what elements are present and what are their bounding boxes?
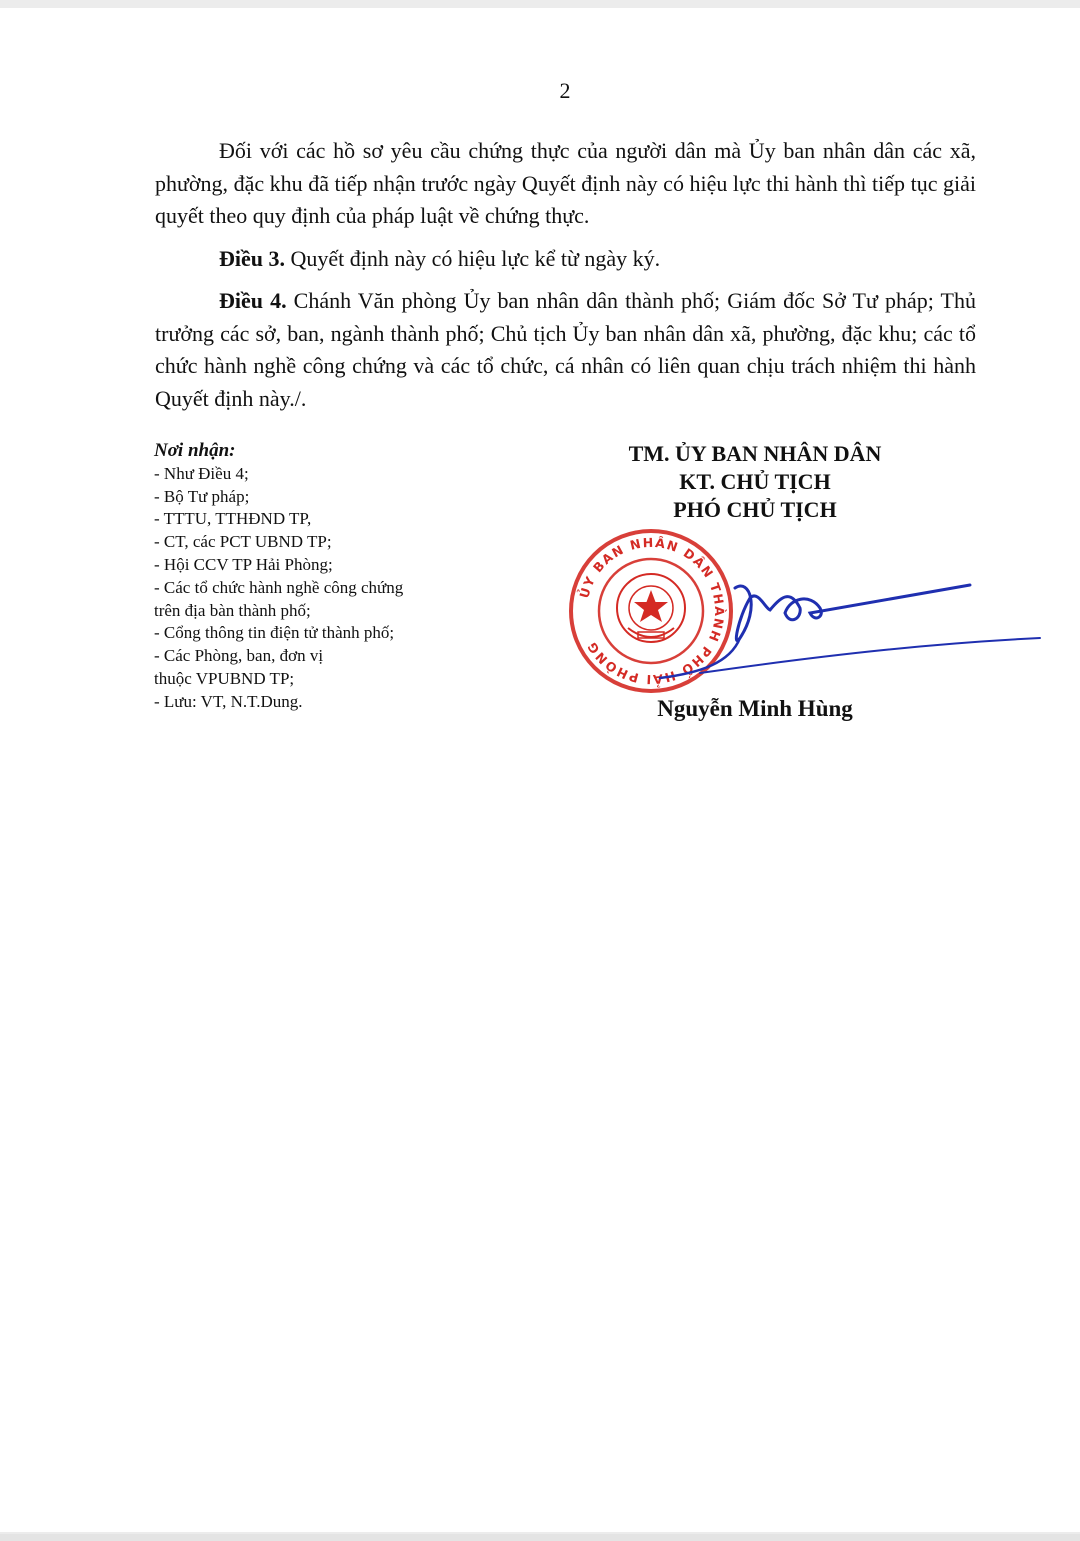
recipient-item: - Hội CCV TP Hải Phòng; bbox=[154, 554, 333, 574]
recipients-title: Nơi nhận: bbox=[154, 440, 236, 461]
svg-text:ỦY BAN NHÂN DÂN THÀNH PHỐ HẢI: ỦY BAN NHÂN DÂN THÀNH PHỐ HẢI PHÒNG bbox=[576, 534, 728, 688]
recipient-item: - CT, các PCT UBND TP; bbox=[154, 532, 332, 552]
document-page bbox=[0, 8, 1080, 1532]
viewer-bottom-bar bbox=[0, 1534, 1080, 1541]
paragraph-article-3 bbox=[155, 243, 976, 276]
handwritten-signature-icon bbox=[640, 568, 1060, 698]
recipient-item: - Lưu: VT, N.T.Dung. bbox=[154, 691, 303, 711]
recipient-item: - Như Điều 4; bbox=[154, 463, 249, 483]
recipient-item: - Bộ Tư pháp; bbox=[154, 486, 250, 506]
recipient-item: - Cổng thông tin điện tử thành phố; bbox=[154, 623, 395, 643]
article-4-label: Điều 4. bbox=[219, 288, 287, 313]
recipient-item: - Các Phòng, ban, đơn vị thuộc VPUBND TP; bbox=[154, 646, 324, 688]
signature-title-line-1: TM. ỦY BAN NHÂN DÂN bbox=[628, 441, 882, 466]
article-3-label: Điều 3. bbox=[219, 245, 285, 271]
recipient-item: - TTTU, TTHĐND TP, bbox=[154, 509, 312, 529]
signature-title-line-2: KT. CHỦ TỊCH bbox=[679, 469, 831, 494]
article-4-text: Chánh Văn phòng Ủy ban nhân dân thành phố; Giám đốc Sở Tư pháp; Thủ trưởng các sở, ban, ngành thành phố; Chủ tịch Ủy ban nhân dân xã, phường, đặc khu; các tổ chức hành nghề công chứng và các tổ chức, cá nhân có liên quan chịu trách nhiệm thi hành Quyết định này./. bbox=[155, 288, 976, 411]
recipients-block bbox=[154, 440, 484, 714]
article-3-text: Quyết định này có hiệu lực kể từ ngày ký. bbox=[285, 245, 661, 271]
signature-title-line-3: PHÓ CHỦ TỊCH bbox=[673, 497, 837, 522]
signature-block bbox=[590, 440, 920, 524]
signer-name: Nguyễn Minh Hùng bbox=[657, 696, 853, 721]
recipient-item: - Các tổ chức hành nghề công chứng trên địa bàn thành phố; bbox=[154, 577, 404, 620]
paragraph-article-4 bbox=[155, 285, 976, 415]
document-body bbox=[155, 135, 976, 425]
paragraph-certification: Đối với các hồ sơ yêu cầu chứng thực của người dân mà Ủy ban nhân dân các xã, phường, đặc khu đã tiếp nhận trước ngày Quyết định này có hiệu lực thi hành thì tiếp tục giải quyết theo quy định của pháp luật về chứng thực. bbox=[155, 138, 976, 228]
page-number: 2 bbox=[559, 78, 571, 103]
